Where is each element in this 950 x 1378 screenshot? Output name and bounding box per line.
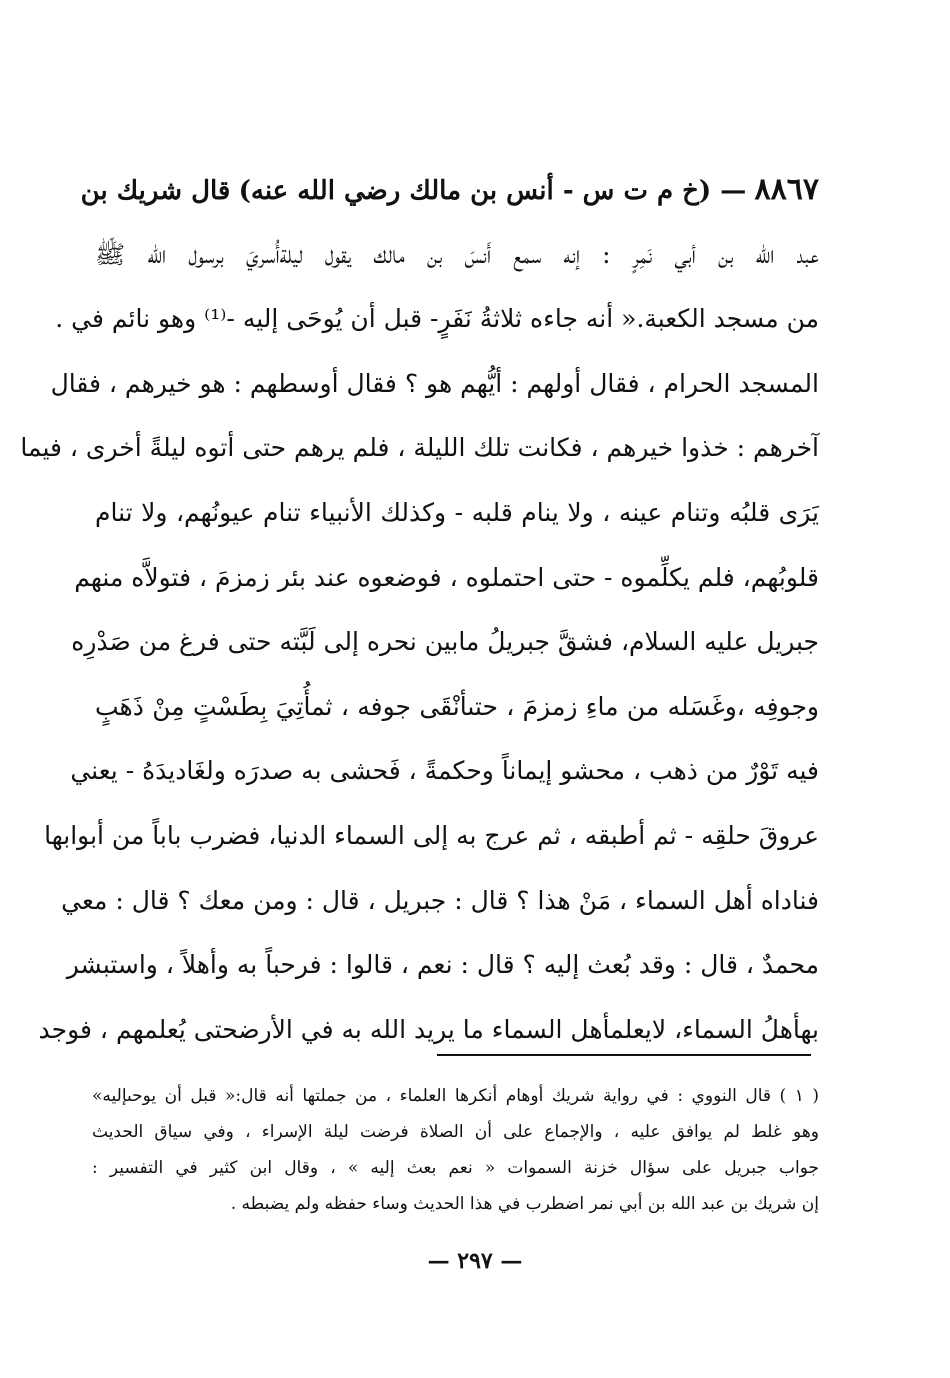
hadith-line: عروقَ حلقِه - ثم أطبقه ، ثم عرج به إلى السماء الدنيا، فضرب باباً من أبوابها	[44, 820, 819, 850]
hadith-line-text: قال شريك بن	[80, 176, 231, 206]
hadith-line: بهأهلُ السماء، لايعلمأهل السماء ما يريد الله به في الأرضحتى يُعلمهم ، فوجد	[38, 1014, 819, 1044]
page-number: — ٢٩٧ —	[427, 1248, 523, 1274]
hadith-line: فناداه أهل السماء ، مَنْ هذا ؟ قال : جبريل ، قال : ومن معك ؟ قال : معي	[61, 885, 819, 915]
hadith-line: محمدٌ ، قال : وقد بُعث إليه ؟ قال : نعم ، قالوا : فرحباً به وأهلاً ، واستبشر	[66, 950, 819, 980]
hadith-line: وجوفِه ،وغَسَله من ماءِ زمزمَ ، حتىأنْقَى جوفه ، ثمأُتِيَ بِطَسْتٍ مِنْ ذَهَبٍ	[95, 691, 819, 721]
hadith-line: عبد الله بن أبي نَمِرٍ : إنه سمع أَنسَ بن مالك يقول ليلةأُسريَ برسول الله ﷺ	[95, 239, 819, 269]
hadith-line: يَرَى قلبُه وتنام عينه ، ولا ينام قلبه - وكذلك الأنبياء تنام عيونُهم، ولا تنام	[95, 497, 819, 527]
footnote-line: جواب جبريل على سؤال خزنة السموات « نعم بعث إليه » ، وقال ابن كثير في التفسير :	[92, 1158, 819, 1178]
hadith-text	[20, 158, 819, 1062]
footnote-line: ( ١ ) قال النووي : في رواية شريك أوهام أنكرها العلماء ، من جملتها أنه قال:« قبل أن يوحىإليه»	[92, 1086, 820, 1106]
hadith-line: جبريل عليه السلام، فشقَّ جبريلُ مابين نحره إلى لَبَّته حتى فرغ من صَدْرِه	[71, 627, 819, 657]
hadith-line: فيه تَوْرٌ من ذهب ، محشو إيماناً وحكمةً ، فَحشى به صدرَه ولغَاديدَهُ - يعني	[70, 756, 819, 786]
hadith-line	[80, 158, 819, 223]
hadith-line: قلوبُهم، فلم يكلِّموه - حتى احتملوه ، فوضعوه عند بئر زمزمَ ، فتولاَّه منهم	[74, 562, 819, 592]
footnote-divider	[437, 1054, 811, 1056]
hadith-number: ٨٨٦٧	[754, 172, 819, 207]
hadith-sources: — (خ م ت س - أنس بن مالك رضي الله عنه)	[238, 176, 747, 206]
hadith-line: المسجد الحرام ، فقال أولهم : أيُّهم هو ؟ فقال أوسطهم : هو خيرهم ، فقال	[50, 368, 819, 398]
hadith-line: آخرهم : خذوا خيرهم ، فكانت تلك الليلة ، فلم يرهم حتى أتوه ليلةً أخرى ، فيما	[20, 433, 819, 463]
footnotes	[92, 1078, 819, 1222]
footnote-line: إن شريك بن عبد الله بن أبي نمر اضطرب في هذا الحديث وساء حفظه ولم يضبطه .	[230, 1194, 819, 1214]
footnote-line: وهو غلط لم يوافق عليه ، والإجماع على أن الصلاة فرضت ليلة الإسراء ، وفي سياق الحديث	[92, 1122, 819, 1142]
hadith-line: من مسجد الكعبة.« أنه جاءه ثلاثةُ نَفَرٍ- قبل أن يُوحَى إليه -⁽¹⁾ وهو نائم في .	[55, 304, 819, 334]
